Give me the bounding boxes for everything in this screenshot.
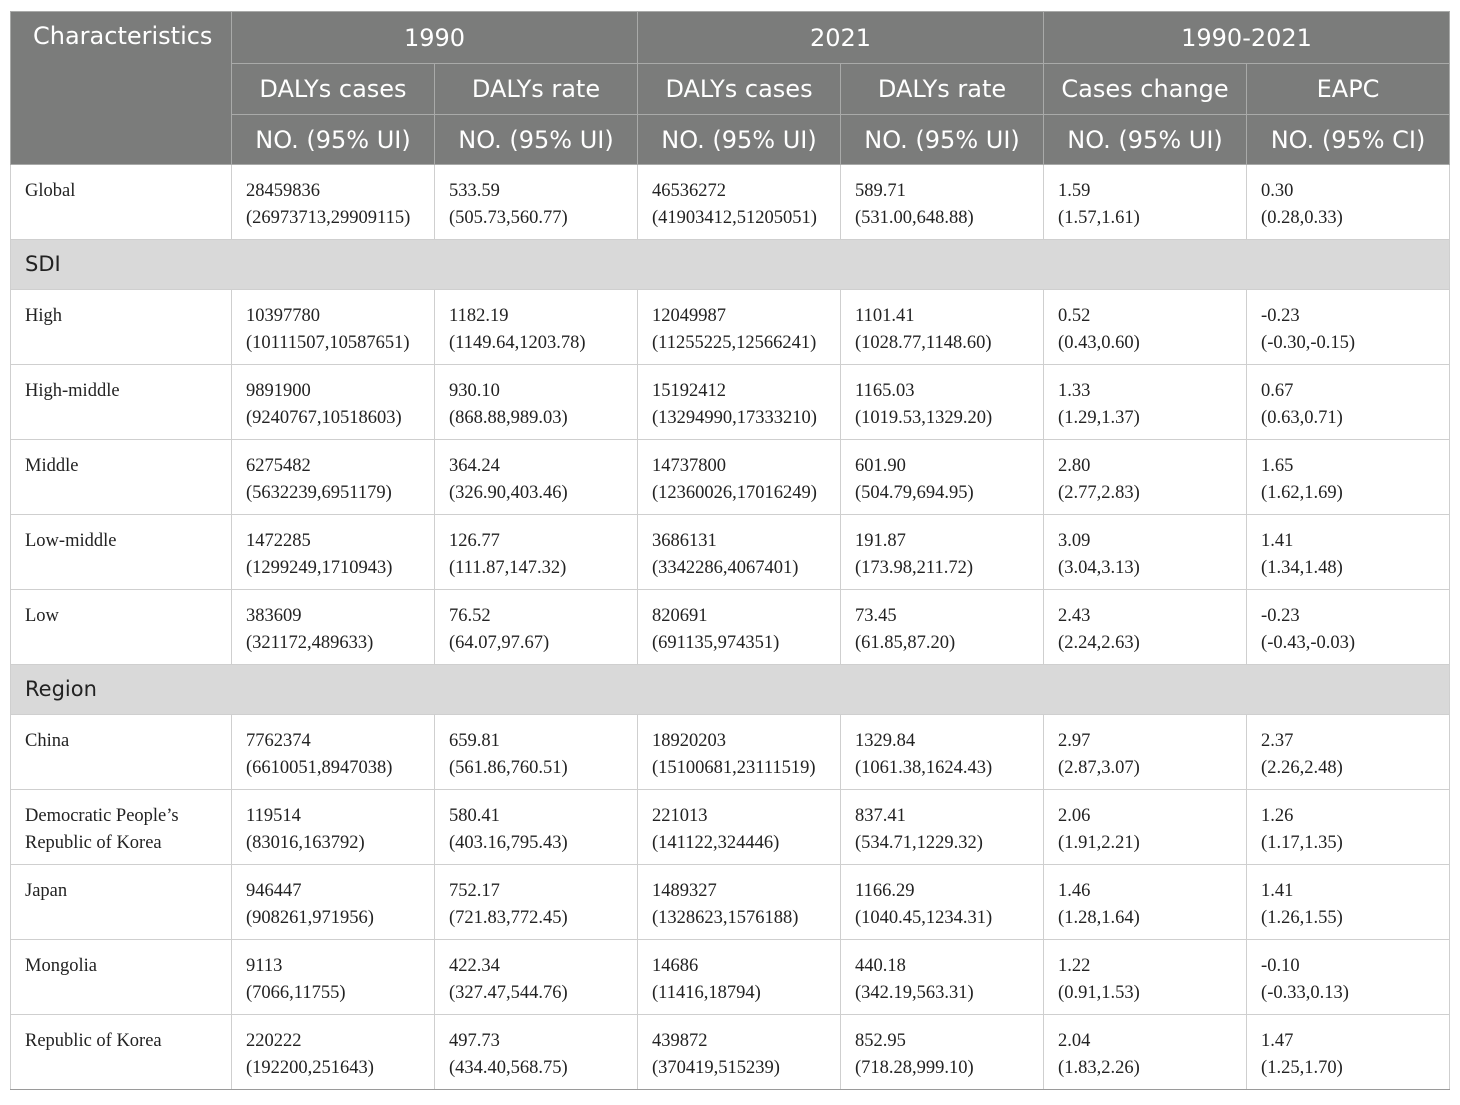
- table-row: [11, 865, 1450, 940]
- cell-value: 1.41: [1261, 531, 1294, 551]
- cell-value: 18920203: [652, 731, 727, 751]
- cell-value: 1166.29: [855, 881, 915, 901]
- cell-value: 1.33: [1058, 381, 1091, 401]
- table-cell: [232, 590, 435, 665]
- cell-value: 2.37: [1261, 731, 1294, 751]
- table-cell: [638, 940, 841, 1015]
- table-cell: [638, 515, 841, 590]
- cell-interval: (7066,11755): [246, 983, 346, 1003]
- column-header: EAPC: [1247, 64, 1450, 115]
- cell-interval: (327.47,544.76): [449, 983, 568, 1003]
- table-cell: [435, 865, 638, 940]
- cell-interval: (173.98,211.72): [855, 558, 974, 578]
- cell-interval: (1.62,1.69): [1261, 483, 1343, 503]
- column-header: DALYs cases: [232, 64, 435, 115]
- cell-interval: (-0.33,0.13): [1261, 983, 1349, 1003]
- cell-interval: (1.28,1.64): [1058, 908, 1140, 928]
- cell-value: 28459836: [246, 181, 320, 201]
- cell-interval: (0.28,0.33): [1261, 208, 1343, 228]
- column-header: DALYs rate: [841, 64, 1044, 115]
- cell-value: 220222: [246, 1031, 302, 1051]
- cell-interval: (26973713,29909115): [246, 208, 411, 228]
- table-cell: [841, 515, 1044, 590]
- cell-value: 0.67: [1261, 381, 1294, 401]
- cell-value: 2.43: [1058, 606, 1091, 626]
- column-header: DALYs rate: [435, 64, 638, 115]
- row-label: Low-middle: [11, 515, 232, 590]
- table-header: [11, 12, 1450, 165]
- cell-value: 9113: [246, 956, 283, 976]
- cell-interval: (41903412,51205051): [652, 208, 817, 228]
- table-row: [11, 715, 1450, 790]
- cell-interval: (11416,18794): [652, 983, 761, 1003]
- cell-interval: (83016,163792): [246, 833, 365, 853]
- cell-value: 659.81: [449, 731, 500, 751]
- cell-value: 76.52: [449, 606, 491, 626]
- table-cell: [232, 365, 435, 440]
- cell-interval: (15100681,23111519): [652, 758, 816, 778]
- table-cell: [638, 715, 841, 790]
- table-cell: [841, 790, 1044, 865]
- cell-interval: (403.16,795.43): [449, 833, 568, 853]
- cell-interval: (721.83,772.45): [449, 908, 568, 928]
- table-cell: [638, 1015, 841, 1090]
- row-label: Middle: [11, 440, 232, 515]
- cell-interval: (326.90,403.46): [449, 483, 568, 503]
- cell-interval: (6610051,8947038): [246, 758, 393, 778]
- cell-interval: (1.25,1.70): [1261, 1058, 1343, 1078]
- table-row: [11, 165, 1450, 240]
- cell-interval: (561.86,760.51): [449, 758, 568, 778]
- table-cell: [1247, 165, 1450, 240]
- table-cell: [1247, 715, 1450, 790]
- cell-value: 0.30: [1261, 181, 1294, 201]
- table-cell: [232, 290, 435, 365]
- unit-header: NO. (95% UI): [638, 115, 841, 165]
- unit-header: NO. (95% CI): [1247, 115, 1450, 165]
- cell-value: 930.10: [449, 381, 500, 401]
- cell-value: 73.45: [855, 606, 897, 626]
- table-cell: [435, 790, 638, 865]
- row-label: Global: [11, 165, 232, 240]
- unit-header: NO. (95% UI): [435, 115, 638, 165]
- cell-interval: (10111507,10587651): [246, 333, 410, 353]
- cell-value: 533.59: [449, 181, 500, 201]
- table-cell: [841, 715, 1044, 790]
- section-title: Region: [11, 665, 1450, 715]
- cell-interval: (5632239,6951179): [246, 483, 392, 503]
- cell-interval: (12360026,17016249): [652, 483, 817, 503]
- cell-value: 383609: [246, 606, 302, 626]
- unit-header: NO. (95% UI): [232, 115, 435, 165]
- table-cell: [1044, 515, 1247, 590]
- table-cell: [1247, 940, 1450, 1015]
- table-cell: [232, 865, 435, 940]
- table-cell: [435, 590, 638, 665]
- table-row: [11, 1015, 1450, 1090]
- table-cell: [841, 365, 1044, 440]
- section-region: [11, 665, 1450, 715]
- cell-interval: (141122,324446): [652, 833, 780, 853]
- table-cell: [1247, 515, 1450, 590]
- table-cell: [232, 165, 435, 240]
- table-cell: [638, 440, 841, 515]
- row-label: Democratic People’s Republic of Korea: [11, 790, 232, 865]
- table-cell: [1044, 440, 1247, 515]
- cell-value: 852.95: [855, 1031, 906, 1051]
- table-cell: [232, 715, 435, 790]
- cell-interval: (1.26,1.55): [1261, 908, 1343, 928]
- row-label: High: [11, 290, 232, 365]
- cell-value: 3686131: [652, 531, 717, 551]
- cell-value: 2.06: [1058, 806, 1091, 826]
- cell-interval: (504.79,694.95): [855, 483, 974, 503]
- table-body: [11, 165, 1450, 1090]
- table-cell: [1247, 590, 1450, 665]
- section-title: SDI: [11, 240, 1450, 290]
- cell-interval: (2.26,2.48): [1261, 758, 1343, 778]
- cell-interval: (1.83,2.26): [1058, 1058, 1140, 1078]
- cell-interval: (868.88,989.03): [449, 408, 568, 428]
- cell-interval: (531.00,648.88): [855, 208, 974, 228]
- cell-value: 1329.84: [855, 731, 916, 751]
- cell-interval: (1.17,1.35): [1261, 833, 1343, 853]
- cell-interval: (-0.30,-0.15): [1261, 333, 1356, 353]
- table-cell: [435, 1015, 638, 1090]
- table-cell: [1044, 165, 1247, 240]
- table-cell: [841, 865, 1044, 940]
- table-cell: [1044, 290, 1247, 365]
- cell-interval: (1149.64,1203.78): [449, 333, 586, 353]
- table-cell: [232, 940, 435, 1015]
- table-cell: [1044, 365, 1247, 440]
- cell-value: 9891900: [246, 381, 311, 401]
- cell-value: 946447: [246, 881, 302, 901]
- table-row: [11, 940, 1450, 1015]
- cell-value: 1472285: [246, 531, 311, 551]
- cell-interval: (111.87,147.32): [449, 558, 567, 578]
- cell-interval: (2.77,2.83): [1058, 483, 1140, 503]
- table-cell: [1044, 790, 1247, 865]
- table-cell: [638, 790, 841, 865]
- cell-value: 1.59: [1058, 181, 1091, 201]
- cell-value: 2.04: [1058, 1031, 1091, 1051]
- cell-interval: (0.43,0.60): [1058, 333, 1140, 353]
- cell-interval: (0.63,0.71): [1261, 408, 1343, 428]
- cell-value: -0.10: [1261, 956, 1300, 976]
- table-cell: [435, 365, 638, 440]
- cell-interval: (1040.45,1234.31): [855, 908, 993, 928]
- table-cell: [638, 290, 841, 365]
- cell-interval: (1.29,1.37): [1058, 408, 1140, 428]
- table-cell: [435, 715, 638, 790]
- cell-value: 1101.41: [855, 306, 915, 326]
- cell-value: 1.22: [1058, 956, 1091, 976]
- table-cell: [435, 440, 638, 515]
- table-cell: [1247, 865, 1450, 940]
- dalys-table: [10, 11, 1450, 1090]
- cell-interval: (1.57,1.61): [1058, 208, 1140, 228]
- cell-value: 422.34: [449, 956, 500, 976]
- cell-interval: (718.28,999.10): [855, 1058, 974, 1078]
- cell-interval: (1.34,1.48): [1261, 558, 1343, 578]
- cell-interval: (1061.38,1624.43): [855, 758, 993, 778]
- cell-value: 1.47: [1261, 1031, 1294, 1051]
- unit-header: NO. (95% UI): [841, 115, 1044, 165]
- cell-value: 221013: [652, 806, 708, 826]
- table-cell: [1247, 790, 1450, 865]
- cell-interval: (908261,971956): [246, 908, 374, 928]
- cell-value: 1489327: [652, 881, 717, 901]
- cell-value: 752.17: [449, 881, 500, 901]
- cell-value: 15192412: [652, 381, 727, 401]
- table-cell: [435, 290, 638, 365]
- cell-value: 6275482: [246, 456, 311, 476]
- row-label: Mongolia: [11, 940, 232, 1015]
- table-cell: [1044, 590, 1247, 665]
- cell-interval: (9240767,10518603): [246, 408, 402, 428]
- cell-interval: (370419,515239): [652, 1058, 780, 1078]
- cell-value: 497.73: [449, 1031, 500, 1051]
- cell-interval: (-0.43,-0.03): [1261, 633, 1356, 653]
- cell-interval: (61.85,87.20): [855, 633, 956, 653]
- cell-value: 1182.19: [449, 306, 509, 326]
- cell-value: 2.97: [1058, 731, 1091, 751]
- table-row: [11, 790, 1450, 865]
- cell-value: -0.23: [1261, 606, 1300, 626]
- cell-value: 837.41: [855, 806, 906, 826]
- cell-value: 46536272: [652, 181, 727, 201]
- cell-value: 2.80: [1058, 456, 1091, 476]
- table-cell: [1247, 440, 1450, 515]
- characteristics-header: Characteristics: [11, 12, 232, 165]
- cell-value: 364.24: [449, 456, 500, 476]
- cell-interval: (434.40,568.75): [449, 1058, 568, 1078]
- cell-interval: (534.71,1229.32): [855, 833, 983, 853]
- cell-interval: (2.24,2.63): [1058, 633, 1140, 653]
- cell-value: 7762374: [246, 731, 311, 751]
- cell-value: 580.41: [449, 806, 500, 826]
- cell-value: 3.09: [1058, 531, 1091, 551]
- row-label: Republic of Korea: [11, 1015, 232, 1090]
- table-cell: [638, 165, 841, 240]
- column-header: Cases change: [1044, 64, 1247, 115]
- cell-value: 589.71: [855, 181, 906, 201]
- table-cell: [1247, 365, 1450, 440]
- change-period-header: 1990-2021: [1044, 12, 1450, 64]
- table-cell: [638, 365, 841, 440]
- cell-interval: (11255225,12566241): [652, 333, 817, 353]
- cell-value: 12049987: [652, 306, 727, 326]
- cell-interval: (691135,974351): [652, 633, 780, 653]
- cell-value: 14737800: [652, 456, 727, 476]
- table-cell: [435, 940, 638, 1015]
- cell-interval: (342.19,563.31): [855, 983, 974, 1003]
- table-cell: [232, 515, 435, 590]
- cell-interval: (64.07,97.67): [449, 633, 550, 653]
- table-cell: [841, 940, 1044, 1015]
- cell-value: 10397780: [246, 306, 320, 326]
- table-row: [11, 290, 1450, 365]
- row-label: High-middle: [11, 365, 232, 440]
- cell-value: 126.77: [449, 531, 500, 551]
- cell-interval: (13294990,17333210): [652, 408, 817, 428]
- cell-value: 439872: [652, 1031, 708, 1051]
- table-cell: [841, 165, 1044, 240]
- table-cell: [1247, 290, 1450, 365]
- cell-value: -0.23: [1261, 306, 1300, 326]
- cell-value: 1165.03: [855, 381, 915, 401]
- table-cell: [232, 440, 435, 515]
- table-cell: [841, 440, 1044, 515]
- cell-interval: (3342286,4067401): [652, 558, 799, 578]
- table-row: [11, 515, 1450, 590]
- table-row: [11, 590, 1450, 665]
- table-cell: [841, 290, 1044, 365]
- table-cell: [1247, 1015, 1450, 1090]
- table-row: [11, 365, 1450, 440]
- year-2021-header: 2021: [638, 12, 1044, 64]
- cell-value: 820691: [652, 606, 708, 626]
- cell-interval: (1019.53,1329.20): [855, 408, 993, 428]
- column-header: DALYs cases: [638, 64, 841, 115]
- cell-value: 601.90: [855, 456, 906, 476]
- cell-value: 1.41: [1261, 881, 1294, 901]
- table-cell: [1044, 865, 1247, 940]
- section-sdi: [11, 240, 1450, 290]
- table-cell: [638, 865, 841, 940]
- cell-interval: (321172,489633): [246, 633, 374, 653]
- cell-interval: (1028.77,1148.60): [855, 333, 992, 353]
- table-cell: [1044, 715, 1247, 790]
- cell-value: 14686: [652, 956, 699, 976]
- cell-value: 1.65: [1261, 456, 1294, 476]
- cell-value: 119514: [246, 806, 301, 826]
- cell-value: 1.26: [1261, 806, 1294, 826]
- cell-value: 191.87: [855, 531, 906, 551]
- table-row: [11, 440, 1450, 515]
- cell-interval: (2.87,3.07): [1058, 758, 1140, 778]
- table-cell: [638, 590, 841, 665]
- table-cell: [841, 1015, 1044, 1090]
- table-cell: [1044, 940, 1247, 1015]
- cell-value: 440.18: [855, 956, 906, 976]
- cell-interval: (1328623,1576188): [652, 908, 799, 928]
- table-cell: [435, 165, 638, 240]
- cell-interval: (1299249,1710943): [246, 558, 393, 578]
- table-cell: [1044, 1015, 1247, 1090]
- table-cell: [435, 515, 638, 590]
- cell-value: 0.52: [1058, 306, 1091, 326]
- table-cell: [232, 790, 435, 865]
- cell-interval: (0.91,1.53): [1058, 983, 1140, 1003]
- row-label: Japan: [11, 865, 232, 940]
- unit-header: NO. (95% UI): [1044, 115, 1247, 165]
- cell-interval: (1.91,2.21): [1058, 833, 1140, 853]
- row-label: China: [11, 715, 232, 790]
- table-cell: [232, 1015, 435, 1090]
- cell-interval: (505.73,560.77): [449, 208, 568, 228]
- year-1990-header: 1990: [232, 12, 638, 64]
- cell-value: 1.46: [1058, 881, 1091, 901]
- table-cell: [841, 590, 1044, 665]
- row-label: Low: [11, 590, 232, 665]
- cell-interval: (192200,251643): [246, 1058, 374, 1078]
- cell-interval: (3.04,3.13): [1058, 558, 1140, 578]
